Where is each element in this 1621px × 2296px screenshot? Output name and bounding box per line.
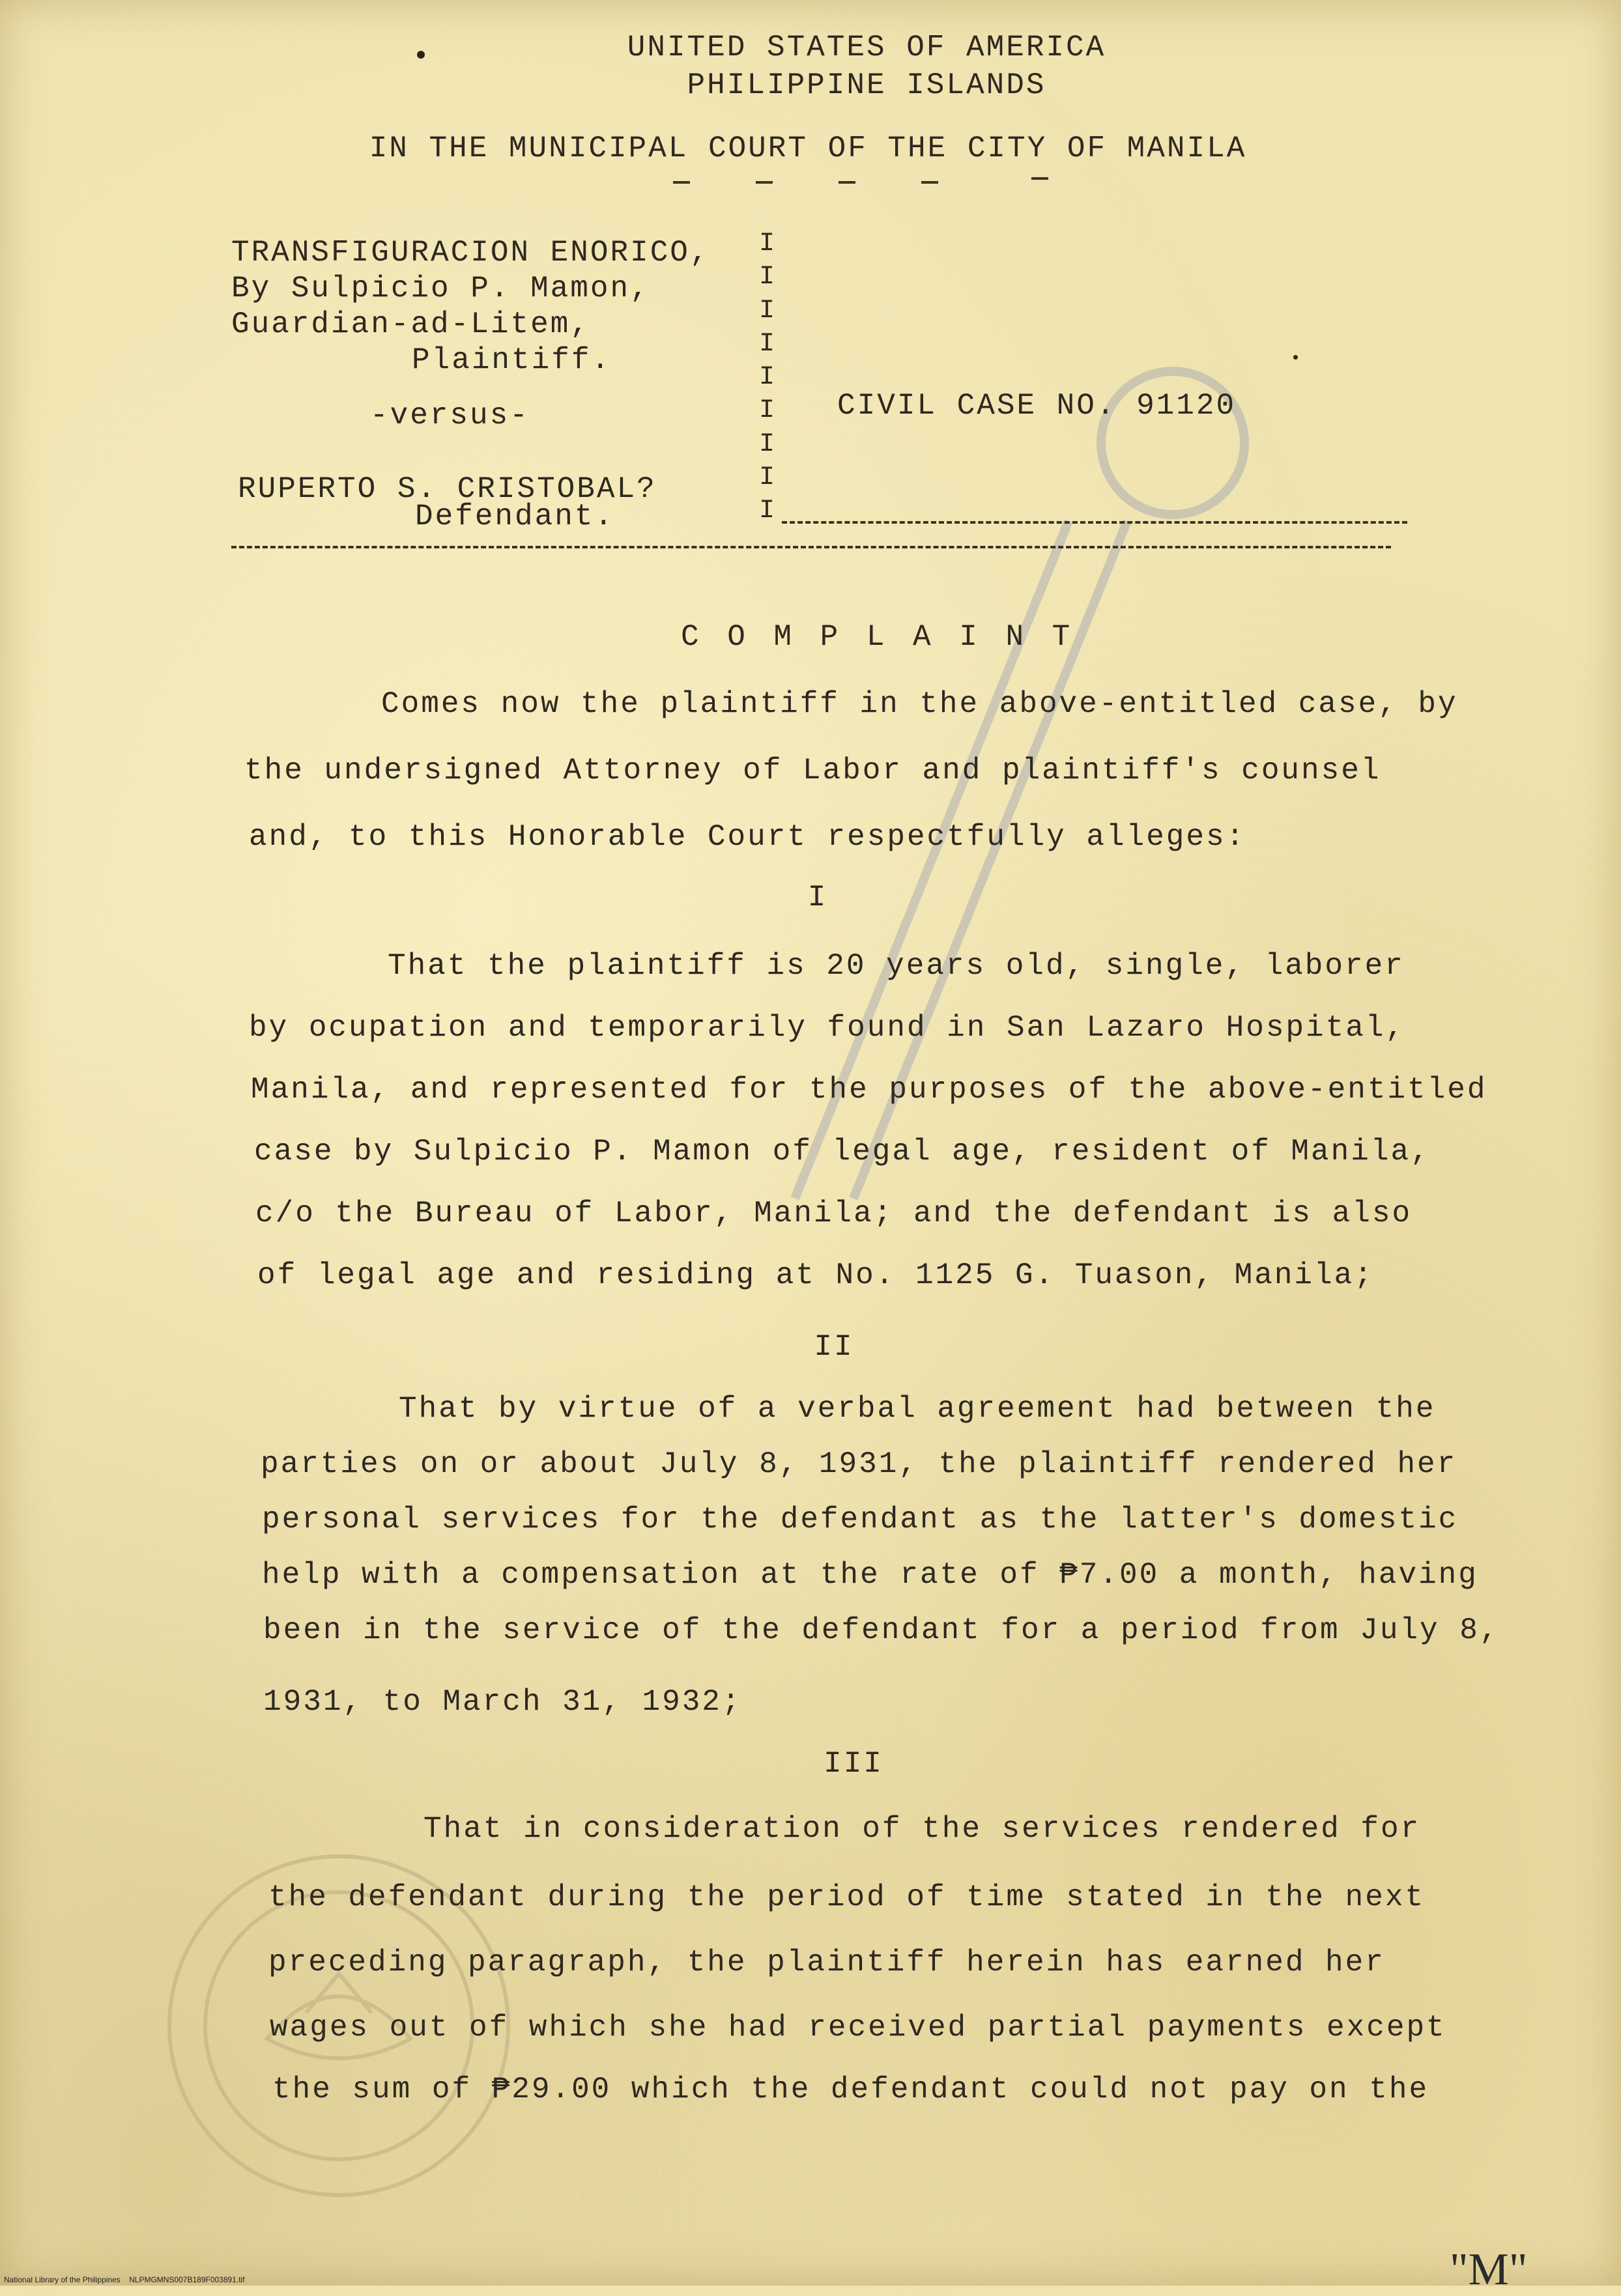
divider-mark: I [759,396,775,426]
section-line: been in the service of the defendant for a period from July 8, [263,1613,1500,1647]
divider-mark: I [759,496,775,526]
header-underline-dash [839,181,855,184]
section-line: parties on or about July 8, 1931, the plaintiff rendered her [261,1447,1457,1481]
header-line-2: PHILIPPINE ISLANDS [687,68,1046,102]
defendant-role: Defendant. [415,500,615,533]
divider-mark: I [759,229,775,259]
plaintiff-guardian-title: Guardian-ad-Litem, [231,307,590,341]
section-line: Manila, and represented for the purposes of the above-entitled [251,1073,1487,1107]
section-line: help with a compensation at the rate of ₱7.00 a month, having [262,1558,1478,1592]
intro-line: and, to this Honorable Court respectfully alleges: [249,820,1246,854]
section-line: That the plaintiff is 20 years old, single, laborer [388,949,1405,983]
plaintiff-role: Plaintiff. [412,343,612,377]
court-name: IN THE MUNICIPAL COURT OF THE CITY OF MANILA [369,132,1247,165]
document-title: C O M P L A I N T [681,620,1076,654]
caption-bottom-rule [231,546,1391,548]
section-line: case by Sulpicio P. Mamon of legal age, resident of Manila, [254,1135,1431,1169]
archive-footer: National Library of the Philippines NLPMGMNS007B189F003891.tif [4,2275,245,2284]
divider-mark: I [759,329,775,359]
plaintiff-name: TRANSFIGURACION ENORICO, [231,236,710,270]
section-line: by ocupation and temporarily found in San Lazaro Hospital, [249,1011,1406,1045]
section-line: preceding paragraph, the plaintiff herein has earned her [268,1946,1385,1979]
section-line: That in consideration of the services rendered for [423,1812,1421,1846]
ink-speck [1293,355,1298,360]
ink-speck [417,51,425,59]
plaintiff-guardian-by: By Sulpicio P. Mamon, [231,272,650,305]
section-line: 1931, to March 31, 1932; [263,1685,742,1719]
case-number: CIVIL CASE NO. 91120 [837,389,1237,423]
corner-mark: "M" [1450,2245,1528,2295]
section-numeral: II [814,1330,854,1364]
section-line: That by virtue of a verbal agreement had between the [399,1392,1436,1426]
faint-stamp-impression [704,352,1355,1264]
section-numeral: I [807,881,828,914]
divider-mark: I [759,296,775,326]
caption-divider [759,231,775,524]
defendant-name: RUPERTO S. CRISTOBAL? [238,472,657,506]
section-line: the defendant during the period of time stated in the next [268,1880,1426,1914]
section-line: personal services for the defendant as the latter's domestic [262,1503,1459,1537]
section-line: of legal age and residing at No. 1125 G. Tuason, Manila; [257,1258,1374,1292]
intro-line: the undersigned Attorney of Labor and plaintiff's counsel [244,754,1381,787]
header-underline-dash [673,181,690,184]
header-underline-dash [921,181,938,184]
divider-mark: I [759,462,775,492]
section-numeral: III [824,1747,883,1781]
header-underline-dash [756,181,773,184]
header-line-1: UNITED STATES OF AMERICA [627,31,1106,64]
section-line: wages out of which she had received partial payments except [270,2011,1446,2045]
header-underline-dash [1031,177,1048,180]
section-line: c/o the Bureau of Labor, Manila; and the defendant is also [255,1197,1413,1230]
section-line: the sum of ₱29.00 which the defendant could not pay on the [272,2073,1429,2106]
divider-mark: I [759,363,775,392]
intro-line: Comes now the plaintiff in the above-entitled case, by [381,687,1458,721]
divider-mark: I [759,429,775,459]
divider-mark: I [759,262,775,292]
caption-right-rule [782,521,1407,524]
versus: -versus- [370,399,530,432]
